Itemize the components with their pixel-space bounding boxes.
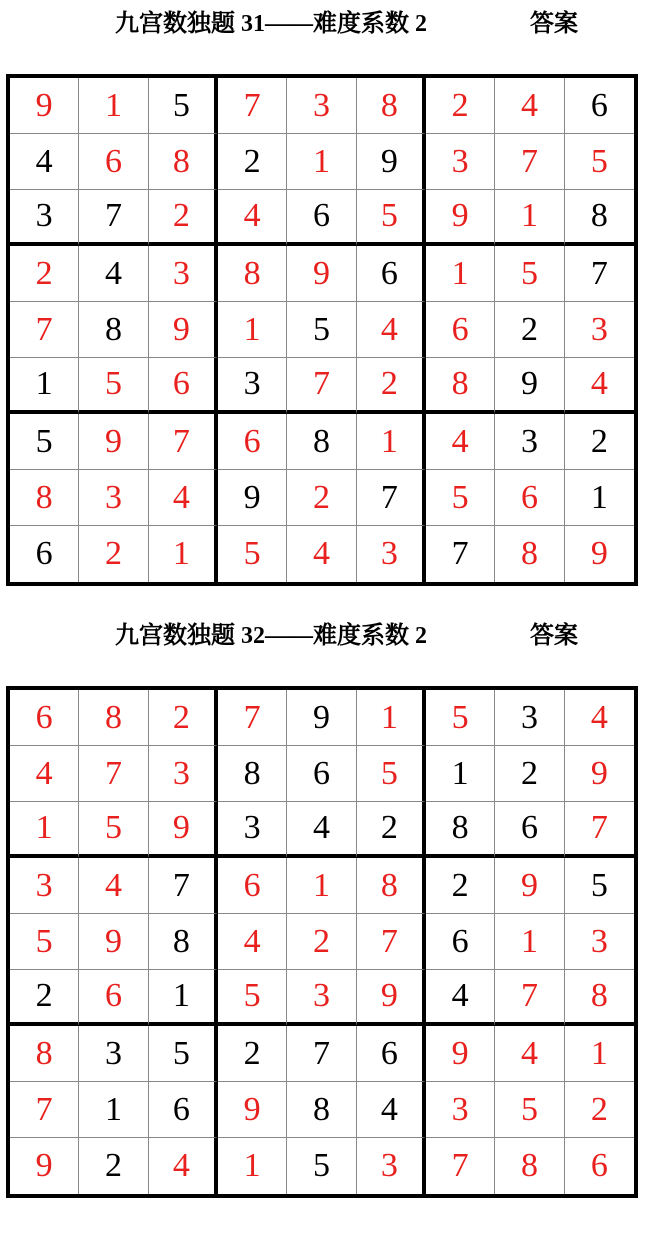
grid-cell: 4 [357, 302, 426, 358]
grid-cell: 7 [218, 78, 287, 134]
grid-cell: 1 [357, 690, 426, 746]
grid-cell: 6 [495, 470, 564, 526]
grid-cell: 9 [218, 1082, 287, 1138]
grid-cell: 3 [79, 470, 148, 526]
grid-cell: 8 [218, 246, 287, 302]
grid-cell: 5 [287, 302, 356, 358]
grid-cell: 7 [565, 246, 634, 302]
grid-cell: 6 [565, 78, 634, 134]
puzzle-31-title [0, 6, 650, 42]
grid-cell: 9 [10, 1138, 79, 1194]
grid-cell: 3 [565, 914, 634, 970]
grid-cell: 9 [357, 970, 426, 1026]
grid-cell: 6 [79, 134, 148, 190]
grid-cell: 7 [357, 914, 426, 970]
grid-cell: 9 [495, 858, 564, 914]
grid-cell: 5 [565, 858, 634, 914]
puzzle-title-text: 九宫数独题 31——难度系数 2 [115, 11, 427, 37]
grid-cell: 7 [287, 358, 356, 414]
grid-cell: 1 [426, 746, 495, 802]
grid-cell: 2 [426, 78, 495, 134]
grid-cell: 2 [357, 358, 426, 414]
grid-cell: 1 [565, 470, 634, 526]
grid-cell: 7 [79, 190, 148, 246]
grid-cell: 1 [426, 246, 495, 302]
grid-cell: 5 [426, 690, 495, 746]
grid-cell: 4 [218, 914, 287, 970]
grid-cell: 4 [287, 526, 356, 582]
grid-cell: 4 [149, 470, 218, 526]
sudoku-grid-31 [6, 74, 638, 586]
grid-cell: 7 [565, 802, 634, 858]
grid-cell: 8 [79, 302, 148, 358]
grid-cell: 8 [287, 1082, 356, 1138]
grid-cell: 9 [10, 78, 79, 134]
grid-cell: 2 [149, 690, 218, 746]
grid-cell: 5 [357, 190, 426, 246]
puzzle-title-text: 九宫数独题 32——难度系数 2 [115, 623, 427, 649]
grid-cell: 3 [357, 1138, 426, 1194]
grid-cell: 2 [565, 414, 634, 470]
grid-cell: 6 [218, 414, 287, 470]
grid-cell: 5 [495, 246, 564, 302]
grid-cell: 2 [426, 858, 495, 914]
grid-cell: 8 [357, 858, 426, 914]
grid-cell: 6 [79, 970, 148, 1026]
grid-cell: 9 [79, 914, 148, 970]
grid-cell: 7 [149, 414, 218, 470]
grid-cell: 2 [79, 1138, 148, 1194]
grid-cell: 2 [10, 246, 79, 302]
grid-cell: 1 [495, 914, 564, 970]
grid-cell: 7 [426, 1138, 495, 1194]
grid-cell: 6 [357, 246, 426, 302]
grid-cell: 8 [495, 526, 564, 582]
grid-cell: 8 [426, 802, 495, 858]
grid-cell: 3 [495, 690, 564, 746]
grid-cell: 3 [495, 414, 564, 470]
grid-cell: 4 [79, 858, 148, 914]
grid-cell: 6 [287, 190, 356, 246]
grid-cell: 2 [495, 746, 564, 802]
grid-cell: 9 [287, 690, 356, 746]
grid-cell: 6 [10, 690, 79, 746]
grid-cell: 5 [495, 1082, 564, 1138]
grid-cell: 8 [79, 690, 148, 746]
grid-cell: 2 [218, 134, 287, 190]
grid-cell: 3 [10, 858, 79, 914]
grid-cell: 4 [565, 690, 634, 746]
grid-cell: 4 [79, 246, 148, 302]
grid-cell: 7 [10, 302, 79, 358]
grid-cell: 6 [149, 358, 218, 414]
grid-cell: 3 [565, 302, 634, 358]
grid-cell: 4 [218, 190, 287, 246]
grid-cell: 4 [565, 358, 634, 414]
grid-cell: 2 [218, 1026, 287, 1082]
grid-cell: 3 [426, 134, 495, 190]
grid-cell: 7 [149, 858, 218, 914]
grid-cell: 9 [287, 246, 356, 302]
grid-cell: 4 [287, 802, 356, 858]
grid-cell: 3 [149, 246, 218, 302]
grid-cell: 1 [149, 970, 218, 1026]
grid-cell: 1 [218, 302, 287, 358]
grid-cell: 6 [426, 914, 495, 970]
grid-cell: 2 [10, 970, 79, 1026]
grid-cell: 3 [79, 1026, 148, 1082]
grid-cell: 9 [495, 358, 564, 414]
grid-cell: 4 [357, 1082, 426, 1138]
grid-cell: 7 [79, 746, 148, 802]
grid-cell: 8 [149, 134, 218, 190]
grid-cell: 1 [218, 1138, 287, 1194]
grid-cell: 8 [287, 414, 356, 470]
grid-cell: 4 [426, 414, 495, 470]
grid-cell: 7 [495, 134, 564, 190]
grid-cell: 3 [149, 746, 218, 802]
grid-cell: 4 [10, 746, 79, 802]
grid-cell: 8 [357, 78, 426, 134]
grid-cell: 8 [10, 470, 79, 526]
grid-cell: 9 [149, 302, 218, 358]
grid-cell: 1 [495, 190, 564, 246]
grid-cell: 1 [287, 134, 356, 190]
grid-cell: 2 [357, 802, 426, 858]
sudoku-grid-32 [6, 686, 638, 1198]
grid-cell: 5 [10, 914, 79, 970]
grid-cell: 9 [79, 414, 148, 470]
grid-cell: 2 [565, 1082, 634, 1138]
grid-cell: 5 [79, 802, 148, 858]
grid-cell: 5 [287, 1138, 356, 1194]
grid-cell: 7 [426, 526, 495, 582]
grid-cell: 4 [426, 970, 495, 1026]
grid-cell: 5 [149, 1026, 218, 1082]
grid-cell: 3 [218, 358, 287, 414]
grid-cell: 8 [10, 1026, 79, 1082]
grid-cell: 6 [590, 1147, 608, 1184]
grid-cell: 6 [10, 526, 79, 582]
grid-cell: 7 [287, 1026, 356, 1082]
grid-cell: 9 [218, 470, 287, 526]
grid-cell: 9 [565, 746, 634, 802]
grid-cell: 3 [218, 802, 287, 858]
grid-cell: 1 [79, 78, 148, 134]
grid-cell: 4 [495, 1026, 564, 1082]
grid-cell: 4 [495, 78, 564, 134]
grid-cell: 3 [357, 526, 426, 582]
grid-cell: 3 [287, 970, 356, 1026]
grid-cell: 6 [149, 1082, 218, 1138]
grid-cell: 9 [149, 802, 218, 858]
grid-cell: 5 [565, 134, 634, 190]
grid-cell: 6 [218, 858, 287, 914]
grid-cell: 1 [565, 1026, 634, 1082]
grid-cell: 7 [495, 970, 564, 1026]
grid-cell: 6 [357, 1026, 426, 1082]
grid-cell: 2 [287, 470, 356, 526]
grid-cell: 8 [495, 1138, 564, 1194]
grid-cell: 8 [565, 970, 634, 1026]
grid-cell: 7 [357, 470, 426, 526]
puzzle-32-title [0, 618, 650, 654]
grid-cell: 5 [10, 414, 79, 470]
grid-cell: 1 [287, 858, 356, 914]
grid-cell: 2 [149, 190, 218, 246]
grid-cell: 3 [426, 1082, 495, 1138]
grid-cell: 3 [287, 78, 356, 134]
grid-cell: 8 [149, 914, 218, 970]
grid-cell: 5 [149, 78, 218, 134]
grid-cell: 9 [426, 190, 495, 246]
grid-cell: 9 [590, 535, 608, 572]
grid-cell: 4 [149, 1138, 218, 1194]
grid-cell: 7 [218, 690, 287, 746]
grid-cell: 8 [426, 358, 495, 414]
grid-cell: 8 [218, 746, 287, 802]
grid-cell: 5 [218, 970, 287, 1026]
grid-cell: 4 [10, 134, 79, 190]
grid-cell: 5 [218, 526, 287, 582]
grid-cell: 3 [10, 190, 79, 246]
grid-cell: 5 [426, 470, 495, 526]
grid-cell: 1 [149, 526, 218, 582]
grid-cell: 7 [10, 1082, 79, 1138]
grid-cell: 1 [10, 802, 79, 858]
grid-cell: 1 [10, 358, 79, 414]
grid-cell: 2 [495, 302, 564, 358]
grid-cell: 2 [287, 914, 356, 970]
grid-cell: 8 [565, 190, 634, 246]
grid-cell: 5 [79, 358, 148, 414]
grid-cell: 2 [79, 526, 148, 582]
answer-label: 答案 [530, 11, 578, 37]
grid-cell: 6 [426, 302, 495, 358]
grid-cell: 6 [287, 746, 356, 802]
grid-cell: 1 [79, 1082, 148, 1138]
grid-cell: 1 [357, 414, 426, 470]
grid-cell: 9 [357, 134, 426, 190]
answer-label: 答案 [530, 623, 578, 649]
grid-cell: 9 [426, 1026, 495, 1082]
grid-cell: 6 [495, 802, 564, 858]
grid-cell: 5 [357, 746, 426, 802]
